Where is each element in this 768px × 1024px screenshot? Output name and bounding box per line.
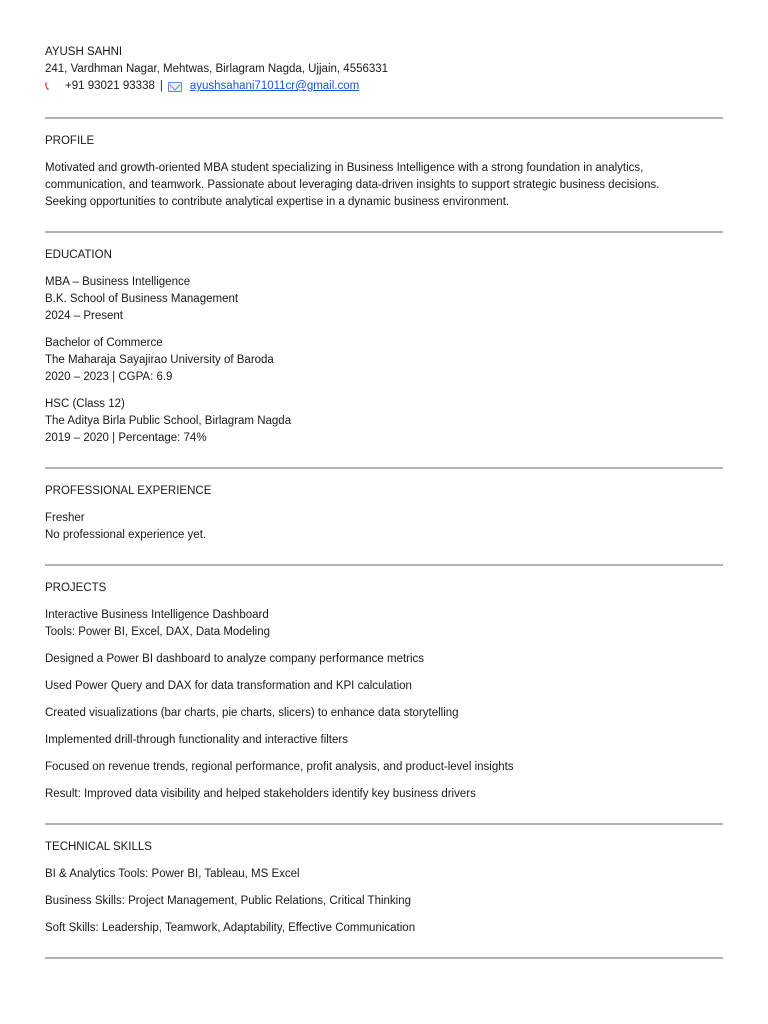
skills-heading: TECHNICAL SKILLS (45, 841, 152, 853)
project-tools: Tools: Power BI, Excel, DAX, Data Modeling (45, 626, 270, 638)
resume-page (45, 44, 723, 959)
profile-summary (45, 160, 723, 211)
experience-block (45, 510, 723, 544)
education-degree: HSC (Class 12) (45, 398, 125, 410)
education-details: 2019 – 2020 | Percentage: 74% (45, 432, 207, 444)
education-degree: Bachelor of Commerce (45, 337, 163, 349)
projects-heading: PROJECTS (45, 582, 107, 594)
section-divider (45, 564, 723, 566)
education-entry (45, 335, 723, 386)
profile-line: Seeking opportunities to contribute analytical expertise in a dynamic business environment. (45, 196, 510, 208)
education-degree: MBA – Business Intelligence (45, 276, 191, 288)
project-point: Result: Improved data visibility and helped stakeholders identify key business drivers (45, 788, 476, 800)
profile-line: Motivated and growth-oriented MBA student specializing in Business Intelligence with a strong foundation in analytics, (45, 162, 644, 174)
candidate-name: AYUSH SAHNI (45, 46, 123, 58)
education-entry (45, 274, 723, 325)
project-point: Used Power Query and DAX for data transformation and KPI calculation (45, 680, 412, 692)
section-divider (45, 231, 723, 233)
skill-item: BI & Analytics Tools: Power BI, Tableau, MS Excel (45, 868, 300, 880)
education-details: 2020 – 2023 | CGPA: 6.9 (45, 371, 173, 383)
phone-number: +91 93021 93338 (65, 80, 155, 92)
skill-item: Business Skills: Project Management, Public Relations, Critical Thinking (45, 895, 412, 907)
section-divider (45, 823, 723, 825)
project-title: Interactive Business Intelligence Dashboard (45, 609, 269, 621)
section-divider (45, 957, 723, 959)
email-icon (168, 82, 182, 92)
experience-heading: PROFESSIONAL EXPERIENCE (45, 485, 212, 497)
education-entry (45, 396, 723, 447)
experience-line: Fresher (45, 512, 85, 524)
experience-line: No professional experience yet. (45, 529, 207, 541)
section-divider (45, 117, 723, 119)
project-point: Implemented drill-through functionality and interactive filters (45, 734, 348, 746)
skill-item: Soft Skills: Leadership, Teamwork, Adaptability, Effective Communication (45, 922, 416, 934)
education-heading: EDUCATION (45, 249, 112, 261)
project-point: Created visualizations (bar charts, pie charts, slicers) to enhance data storytelling (45, 707, 459, 719)
contact-separator: | (159, 80, 163, 92)
email-link[interactable]: ayushsahani71011cr@gmail.com (189, 80, 360, 92)
project-header (45, 607, 723, 641)
education-details: 2024 – Present (45, 310, 124, 322)
project-point: Focused on revenue trends, regional performance, profit analysis, and product-level insights (45, 761, 514, 773)
section-divider (45, 467, 723, 469)
education-school: B.K. School of Business Management (45, 293, 239, 305)
education-school: The Aditya Birla Public School, Birlagram Nagda (45, 415, 292, 427)
contact-row (45, 78, 723, 95)
phone-icon: 📞︎ (45, 79, 50, 93)
education-school: The Maharaja Sayajirao University of Baroda (45, 354, 274, 366)
profile-line: communication, and teamwork. Passionate about leveraging data-driven insights to support strategic business decisions. (45, 179, 660, 191)
project-point: Designed a Power BI dashboard to analyze company performance metrics (45, 653, 425, 665)
profile-heading: PROFILE (45, 135, 95, 147)
address: 241, Vardhman Nagar, Mehtwas, Birlagram Nagda, Ujjain, 4556331 (45, 63, 389, 75)
